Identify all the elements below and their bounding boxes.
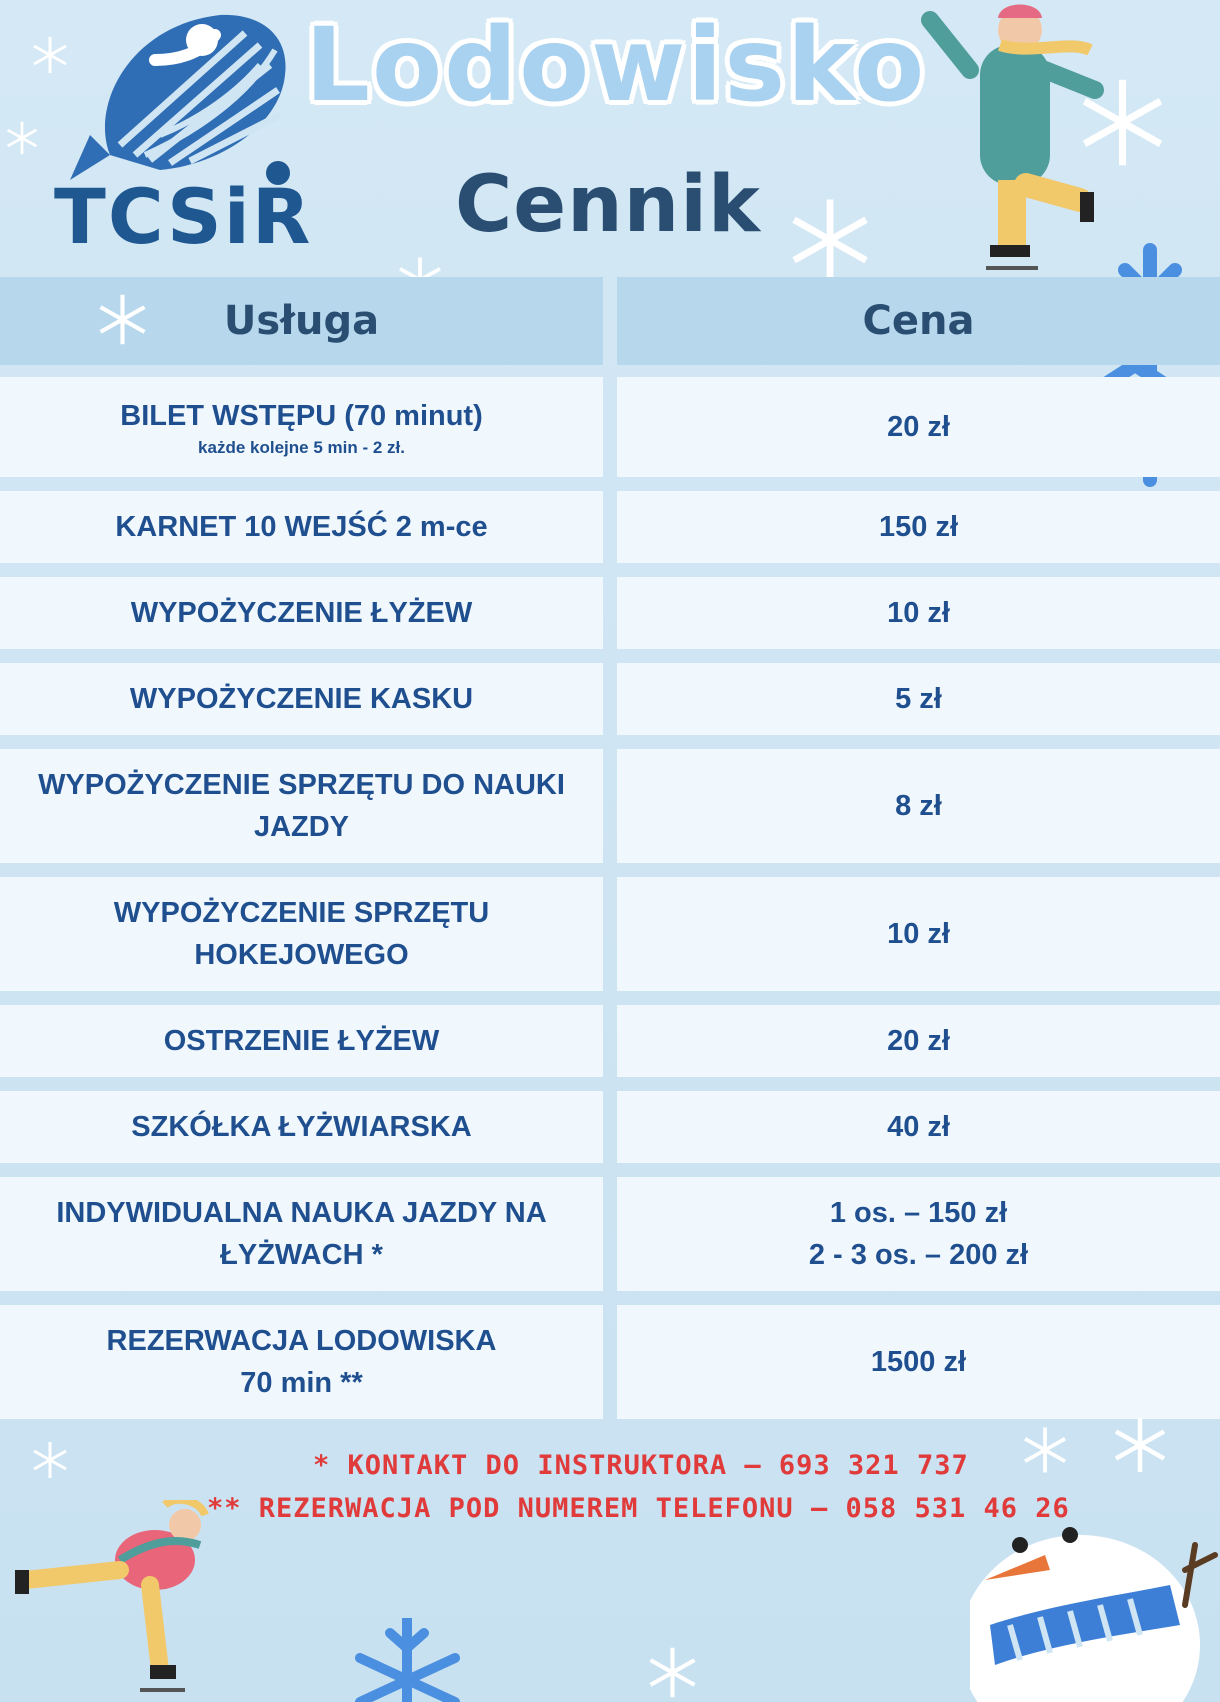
snowflake-icon <box>1075 75 1170 170</box>
table-row <box>0 577 1220 649</box>
price-label: 20 zł <box>887 1025 950 1057</box>
instructor-contact-note: * KONTAKT DO INSTRUKTORA – 693 321 737 <box>313 1450 969 1481</box>
snowflake-icon <box>30 35 70 75</box>
price-label: 8 zł <box>895 790 942 822</box>
price-cell <box>617 491 1220 563</box>
service-cell <box>0 1005 603 1077</box>
table-row <box>0 1005 1220 1077</box>
service-label-line-1: REZERWACJA LODOWISKA <box>106 1325 497 1357</box>
column-header-price: Cena <box>617 277 1220 365</box>
price-label: 1500 zł <box>870 1346 967 1378</box>
snowflake-icon <box>4 120 40 156</box>
service-cell <box>0 1177 603 1291</box>
snowflake-icon <box>1020 1425 1070 1475</box>
snowflake-icon <box>1100 1415 1180 1475</box>
price-cell <box>617 749 1220 863</box>
service-cell <box>0 377 603 477</box>
service-cell <box>0 491 603 563</box>
service-label: KARNET 10 WEJŚĆ 2 m-ce <box>115 511 488 543</box>
table-row <box>0 1091 1220 1163</box>
snowflake-icon <box>95 292 150 347</box>
table-row <box>0 749 1220 863</box>
snowflake-icon <box>350 1618 465 1702</box>
price-cell <box>617 1305 1220 1419</box>
service-label-line-1: INDYWIDUALNA NAUKA JAZDY NA <box>56 1197 547 1229</box>
table-row <box>0 1305 1220 1419</box>
table-row <box>0 1177 1220 1291</box>
price-cell <box>617 377 1220 477</box>
service-cell <box>0 1091 603 1163</box>
price-cell <box>617 663 1220 735</box>
table-row <box>0 491 1220 563</box>
logo-text: TCSiR <box>54 172 313 261</box>
service-label: BILET WSTĘPU (70 minut) <box>120 400 483 432</box>
price-cell <box>617 1005 1220 1077</box>
reservation-phone-note: ** REZERWACJA POD NUMEREM TELEFONU – 058 531 46 26 <box>207 1493 1070 1524</box>
service-cell <box>0 577 603 649</box>
column-header-service: Usługa <box>0 277 603 365</box>
price-label: 10 zł <box>887 918 950 950</box>
price-label-line-1: 1 os. – 150 zł <box>829 1197 1008 1229</box>
service-cell <box>0 749 603 863</box>
price-label: 5 zł <box>895 683 942 715</box>
service-label: WYPOŻYCZENIE KASKU <box>129 683 474 715</box>
service-cell <box>0 1305 603 1419</box>
snowflake-icon <box>785 195 875 285</box>
service-cell <box>0 663 603 735</box>
service-label: SZKÓŁKA ŁYŻWIARSKA <box>131 1111 472 1143</box>
price-cell <box>617 877 1220 991</box>
price-cell <box>617 1177 1220 1291</box>
skater-boy-icon <box>10 1500 210 1702</box>
price-cell <box>617 1091 1220 1163</box>
service-label-line-2: HOKEJOWEGO <box>194 939 409 971</box>
snowflake-icon <box>30 1440 70 1480</box>
service-label-line-2: 70 min ** <box>240 1367 363 1399</box>
price-cell <box>617 577 1220 649</box>
snowflake-icon <box>645 1645 700 1700</box>
service-label-line-1: WYPOŻYCZENIE SPRZĘTU DO NAUKI <box>38 769 565 801</box>
price-label: 40 zł <box>887 1111 950 1143</box>
service-label-line-2: ŁYŻWACH * <box>220 1239 383 1271</box>
table-row <box>0 877 1220 991</box>
table-row <box>0 377 1220 477</box>
service-label-line-1: WYPOŻYCZENIE SPRZĘTU <box>113 897 490 929</box>
snowman-icon <box>970 1495 1220 1702</box>
table-row <box>0 663 1220 735</box>
service-label: WYPOŻYCZENIE ŁYŻEW <box>130 597 473 629</box>
page-subtitle: Cennik <box>455 160 761 250</box>
service-cell <box>0 877 603 991</box>
service-label-line-2: JAZDY <box>253 811 350 843</box>
price-label: 10 zł <box>887 597 950 629</box>
service-label: OSTRZENIE ŁYŻEW <box>163 1025 440 1057</box>
price-label-line-2: 2 - 3 os. – 200 zł <box>808 1239 1029 1271</box>
price-label: 150 zł <box>879 511 958 543</box>
price-label: 20 zł <box>887 411 950 443</box>
page-title: Lodowisko <box>305 6 927 125</box>
service-note: każde kolejne 5 min - 2 zł. <box>198 438 405 457</box>
